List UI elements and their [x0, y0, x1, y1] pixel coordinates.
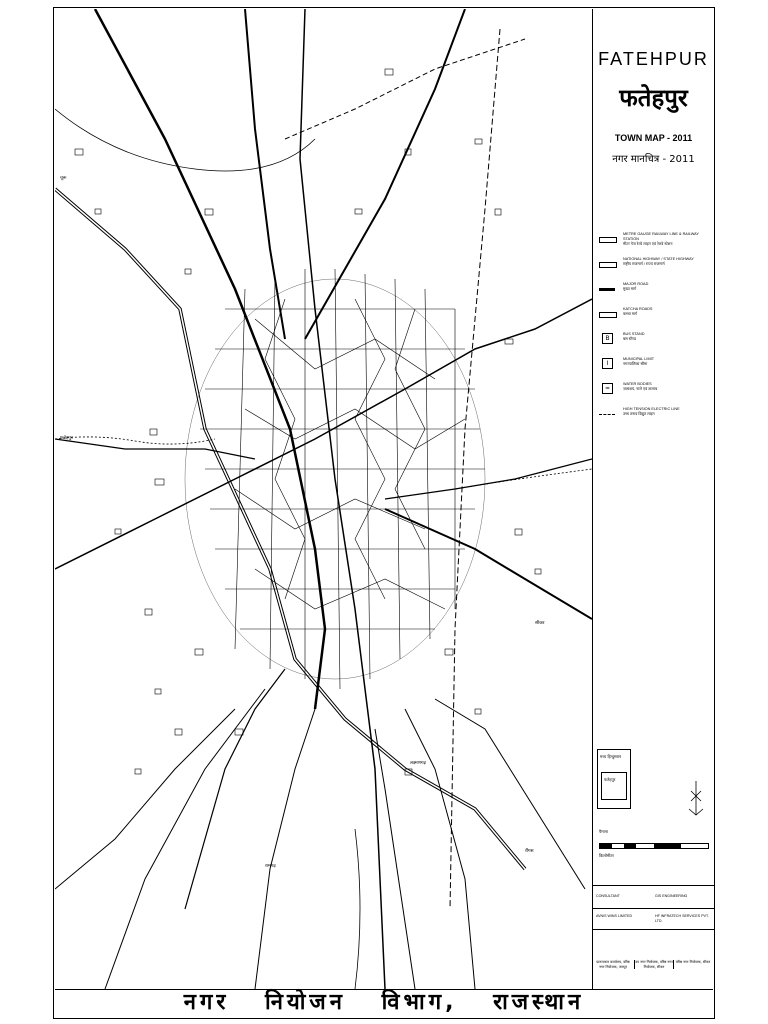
- road-symbol-icon: [599, 288, 615, 291]
- water-body-symbol-icon: ≈: [602, 383, 613, 394]
- signatory-2: उप नगर नियोजक, वरिष्ठ नगर नियोजक, सीकर: [635, 960, 673, 969]
- scale-bar: [597, 829, 710, 865]
- legend-label: METRE GAUGE RAILWAY LINE & RAILWAY STATION मीटर गेज रेल्वे लाइन एवं रेलवे स्टेशन: [623, 232, 699, 246]
- ht-line-symbol-icon: [599, 414, 615, 415]
- place-label-5: रामगढ़: [265, 863, 276, 868]
- bus-stand-symbol-icon: B: [602, 333, 613, 344]
- signatory-3: वरिष्ठ नगर नियोजक, सीकर: [675, 960, 711, 964]
- department-footer: नगर नियोजन विभाग, राजस्थान: [55, 989, 713, 1018]
- town-map-canvas[interactable]: [55, 9, 592, 989]
- legend-item-railway: [597, 231, 710, 256]
- place-label-3: लक्ष्मणगढ़: [410, 760, 427, 765]
- scale-unit: किलोमीटर: [599, 853, 614, 858]
- index-map-title: मध्य हिन्दुस्तान: [600, 754, 622, 759]
- consultant-name: AVNIS WINS LIMITED: [596, 914, 633, 918]
- railway-line: [55, 189, 525, 869]
- highway-symbol-icon: [599, 262, 617, 268]
- legend-label: WATER BODIES जलाशय, नाले एवं तालाब: [623, 382, 658, 391]
- map-subtitle-english: TOWN MAP - 2011: [614, 133, 693, 143]
- signatory-1: प्रारूपकार कार्यालय, वरिष्ठ नगर नियोजक, जयपुर: [596, 960, 630, 969]
- railway-symbol-icon: [599, 237, 617, 243]
- north-arrow-icon: [683, 779, 709, 819]
- legend-item-ht-line: [597, 406, 710, 431]
- consultant-label: CONSULTANT: [596, 894, 620, 898]
- map-subtitle-hindi: नगर मानचित्र - 2011: [612, 154, 695, 165]
- place-label-6: फतेहपुर: [60, 435, 73, 440]
- scale-title: पैमाना: [599, 829, 608, 834]
- index-map: [597, 749, 631, 809]
- map-drawing: [55, 9, 592, 989]
- katcha-road-symbol-icon: [599, 312, 617, 318]
- legend-label: MAJOR ROAD मुख्य मार्ग: [623, 282, 649, 291]
- legend-label: NATIONAL HIGHWAY / STATE HIGHWAY राष्ट्रीय राजमार्ग / राज्य राजमार्ग: [623, 257, 694, 266]
- legend-label: KATCHA ROADS कच्चा मार्ग: [623, 307, 653, 316]
- legend-item-bus-stand: [597, 331, 710, 356]
- legend-label: BUS STAND बस स्टैण्ड: [623, 332, 645, 341]
- gis-engineering-label: GIS ENGINEERING: [655, 894, 688, 898]
- place-label-1: चूरू: [60, 175, 67, 180]
- index-map-inset-label: फतेहपुर: [604, 777, 616, 782]
- legend-item-water-bodies: [597, 381, 710, 406]
- legend-label: HIGH TENSION ELECTRIC LINE उच्च तनाव विद्युत लाइन: [623, 407, 680, 416]
- map-legend: [597, 231, 710, 431]
- legend-label: MUNICIPAL LIMIT नगरपालिका सीमा: [623, 357, 655, 366]
- legend-item-municipal-limit: [597, 356, 710, 381]
- scale-bar-graphic: [599, 843, 709, 849]
- highway: [95, 9, 325, 709]
- place-label-4: रींगस: [525, 848, 534, 853]
- signatory-row: [593, 929, 714, 990]
- municipal-limit-symbol-icon: I: [602, 358, 613, 369]
- place-label-2: सीकर: [535, 620, 545, 625]
- index-map-inset: [601, 772, 627, 800]
- map-title-hindi: फतेहपुर: [619, 84, 688, 112]
- legend-panel: [592, 9, 713, 989]
- gis-engineer-name: HF INFRATECH SERVICES PVT. LTD.: [655, 914, 709, 923]
- map-title-english: FATEHPUR: [598, 49, 709, 69]
- legend-item-katcha-road: [597, 306, 710, 331]
- legend-item-major-road: [597, 281, 710, 306]
- legend-item-highway: [597, 256, 710, 281]
